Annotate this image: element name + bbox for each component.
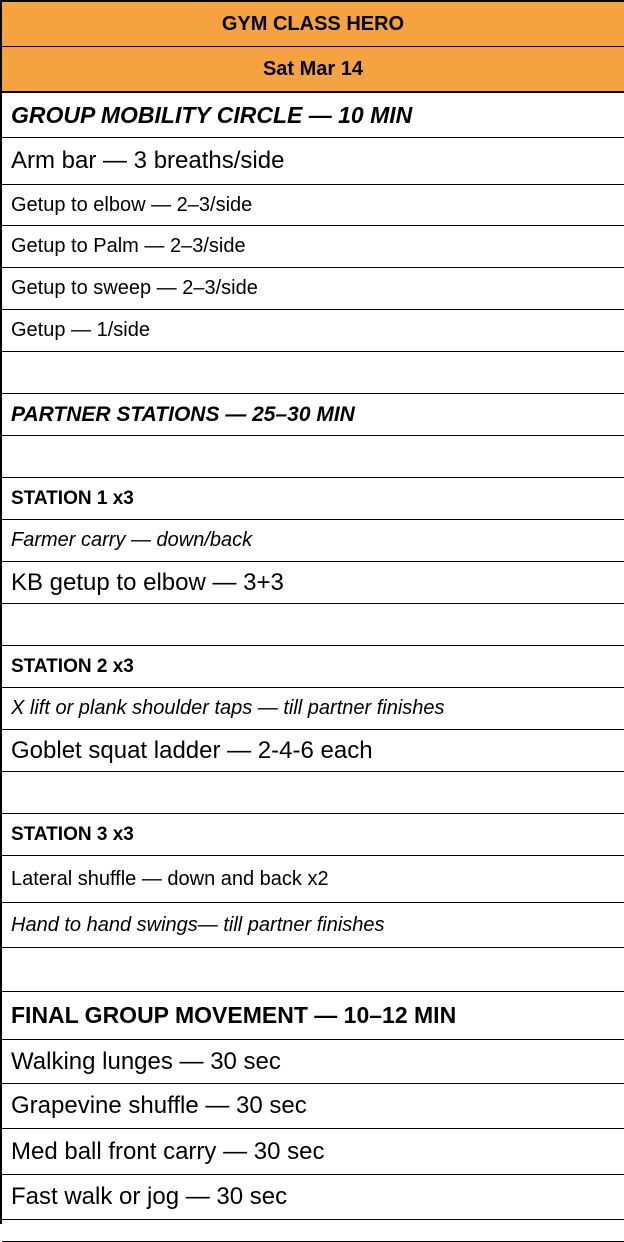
table-row[interactable]: [2, 138, 624, 185]
station-row-3[interactable]: [2, 814, 624, 856]
cell-text: Grapevine shuffle — 30 sec: [11, 1092, 307, 1119]
empty-row[interactable]: [2, 1220, 624, 1242]
section-row-mobility[interactable]: [2, 93, 624, 138]
section-title: PARTNER STATIONS — 25–30 MIN: [11, 402, 355, 426]
station-row-2[interactable]: [2, 646, 624, 688]
table-row[interactable]: [2, 1084, 624, 1129]
cell-text: Med ball front carry — 30 sec: [11, 1137, 325, 1165]
table-row[interactable]: [2, 310, 624, 352]
table-row[interactable]: [2, 226, 624, 268]
empty-row[interactable]: [2, 772, 624, 814]
table-row[interactable]: [2, 1040, 624, 1084]
cell-text: Getup to Palm — 2–3/side: [11, 235, 246, 257]
date-cell[interactable]: [2, 47, 624, 93]
station-row-1[interactable]: [2, 478, 624, 520]
cell-text: Walking lunges — 30 sec: [11, 1047, 281, 1075]
empty-row[interactable]: [2, 948, 624, 992]
empty-row[interactable]: [2, 352, 624, 394]
sheet-date: Sat Mar 14: [262, 57, 364, 80]
cell-text: Arm bar — 3 breaths/side: [11, 147, 285, 174]
table-row[interactable]: [2, 1175, 624, 1220]
table-row[interactable]: [2, 562, 624, 604]
table-row[interactable]: [2, 1129, 624, 1175]
cell-text: KB getup to elbow — 3+3: [11, 568, 284, 596]
empty-row[interactable]: [2, 604, 624, 646]
table-row[interactable]: [2, 520, 624, 562]
cell-text: Getup to sweep — 2–3/side: [11, 277, 258, 299]
cell-text: X lift or plank shoulder taps — till partner finishes: [11, 697, 445, 719]
section-row-partner[interactable]: [2, 394, 624, 436]
cell-text: Farmer carry — down/back: [11, 529, 253, 551]
empty-row[interactable]: [2, 436, 624, 478]
table-row[interactable]: [2, 688, 624, 730]
section-row-final[interactable]: [2, 992, 624, 1040]
title-cell[interactable]: [2, 0, 624, 47]
table-row[interactable]: [2, 730, 624, 772]
section-title: GROUP MOBILITY CIRCLE — 10 MIN: [11, 101, 413, 128]
cell-text: Goblet squat ladder — 2-4-6 each: [11, 736, 373, 764]
cell-text: Getup — 1/side: [11, 319, 150, 341]
station-title: STATION 2 x3: [11, 655, 134, 677]
section-title: FINAL GROUP MOVEMENT — 10–12 MIN: [11, 1002, 457, 1028]
station-title: STATION 1 x3: [11, 487, 134, 509]
table-row[interactable]: [2, 185, 624, 226]
table-row[interactable]: [2, 903, 624, 948]
cell-text: Fast walk or jog — 30 sec: [11, 1183, 288, 1210]
table-row[interactable]: [2, 268, 624, 310]
cell-text: Getup to elbow — 2–3/side: [11, 193, 253, 216]
sheet-title: GYM CLASS HERO: [221, 12, 405, 35]
cell-text: Lateral shuffle — down and back x2: [11, 867, 329, 890]
table-row[interactable]: [2, 856, 624, 903]
station-title: STATION 3 x3: [11, 823, 134, 845]
cell-text: Hand to hand swings— till partner finishes: [11, 913, 385, 936]
